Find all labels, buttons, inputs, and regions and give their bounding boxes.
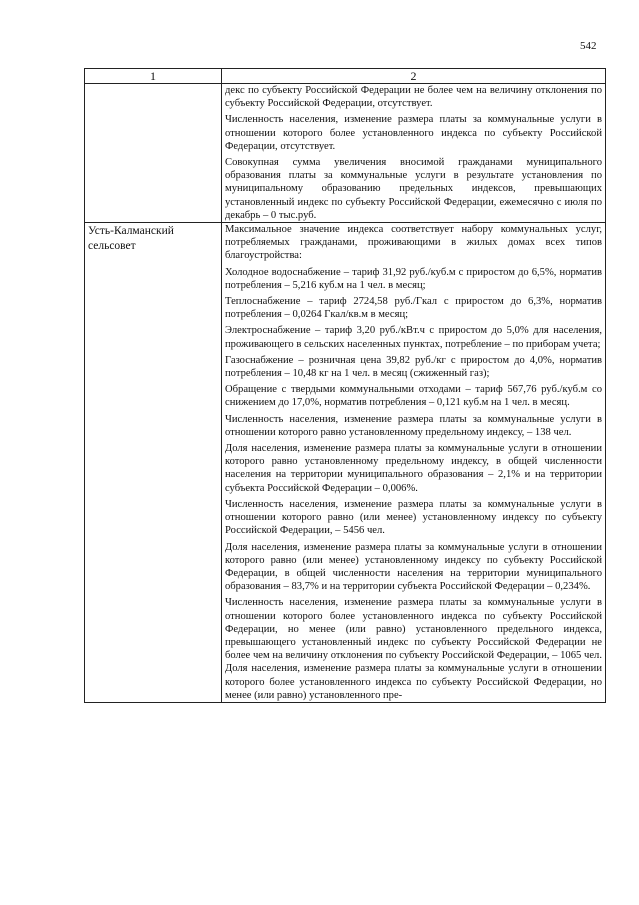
page-number: 542 [580,40,597,52]
paragraph: Холодное водоснабжение – тариф 31,92 руб./куб.м с приростом до 6,5%, норматив потребления – 5,216 куб.м на 1 чел. в месяц; [225,266,602,291]
paragraph: Численность населения, изменение размера платы за коммунальные услуги в отношении которого более установленного индекса по субъекту Российской Федерации, но менее (или равно) установленного предельного индекса, превышающего установленный индекс по субъекту Российской Федерации не более чем на величину отклонения по субъекту Российской Федерации, – 1065 чел. Доля населения, изменение размера платы за коммунальные услуги в отношении которого более установленного индекса по субъекту Российской Федерации, но менее (или равно) установленного пре- [225,597,602,701]
paragraph: Численность населения, изменение размера платы за коммунальные услуги в отношении которого равно (или менее) установленному индексу по субъекту Российской Федерации, – 5456 чел. [225,498,602,537]
table-row [85,223,606,703]
table-row [85,84,606,223]
paragraph: Электроснабжение – тариф 3,20 руб./кВт.ч с приростом до 5,0% для населения, проживающего в сельских населенных пунктах, потребление – по приборам учета; [225,325,602,350]
paragraph: Газоснабжение – розничная цена 39,82 руб./кг с приростом до 4,0%, норматив потребления – 10,48 кг на 1 чел. в месяц (сжиженный газ); [225,354,602,380]
description-cell [222,84,606,223]
paragraph: Теплоснабжение – тариф 2724,58 руб./Гкал с приростом до 6,3%, норматив потребления – 0,0264 Гкал/кв.м в месяц; [225,296,602,321]
paragraph: Доля населения, изменение размера платы за коммунальные услуги в отношении которого равно установленному предельному индексу, в общей численности населения на территории муниципального образования – 2,1% и на территории субъекта Российской Федерации – 0,006%. [225,443,602,494]
tariff-table [84,68,606,703]
paragraph: Максимальное значение индекса соответствует набору коммунальных услуг, потребляемых гражданами, проживающими в жилых домах всех типов благоустройства: [225,224,602,262]
paragraph: Совокупная сумма увеличения вносимой гражданами муниципального образования платы за коммунальные услуги в результате установления по муниципальному образованию предельных индексов, превышающих установленный индекс по субъекту Российской Федерации, ежемесячно с июля по декабрь – 0 тыс.руб. [225,157,602,221]
paragraph: декс по субъекту Российской Федерации не более чем на величину отклонения по субъекту Российской Федерации, отсутствует. [225,85,602,110]
column-header-1: 1 [85,69,222,84]
description-cell [222,223,606,703]
paragraph: Численность населения, изменение размера платы за коммунальные услуги в отношении которого более установленного индекса по субъекту Российской Федерации, отсутствует. [225,114,602,152]
paragraph: Обращение с твердыми коммунальными отходами – тариф 567,76 руб./куб.м со снижением до 17,0%, норматив потребления – 0,121 куб.м на 1 чел. в месяц. [225,384,602,409]
table-header-row [85,69,606,84]
municipality-name-cell: Усть-Калманский сельсовет [85,223,222,703]
paragraph: Численность населения, изменение размера платы за коммунальные услуги в отношении которого равно установленному предельному индексу, – 138 чел. [225,413,602,438]
paragraph: Доля населения, изменение размера платы за коммунальные услуги в отношении которого равно (или менее) установленному индексу по субъекту Российской Федерации, в общей численности населения на территории муниципального образования – 83,7% и на территории субъекта Российской Федерации – 0,234%. [225,541,602,593]
column-header-2: 2 [222,69,606,84]
municipality-name-cell [85,84,222,223]
